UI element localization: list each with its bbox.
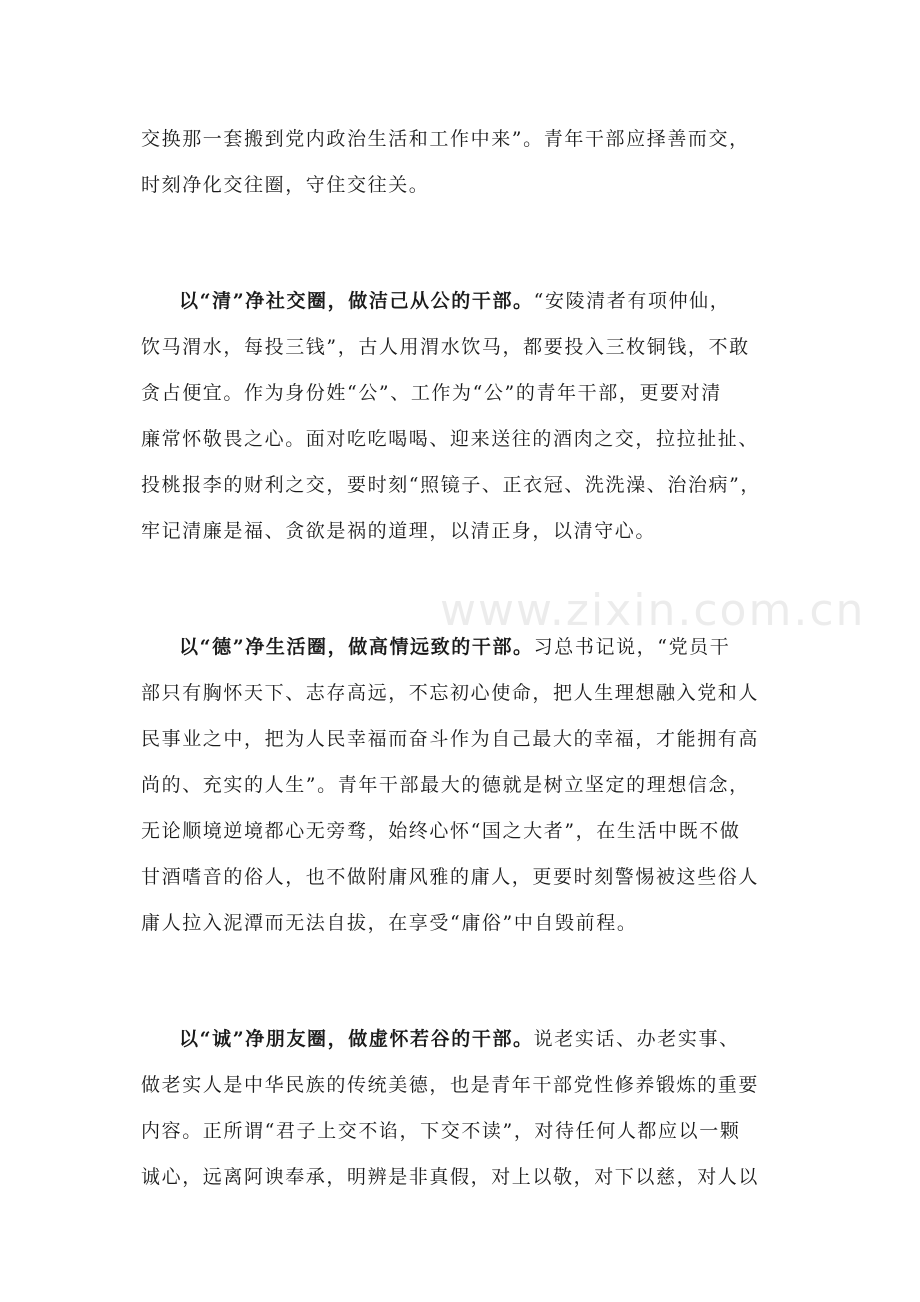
paragraph-gap xyxy=(141,208,801,278)
text-line: 民事业之中，把为人民幸福而奋斗作为自己最大的幸福，才能拥有高 xyxy=(141,728,760,750)
paragraph-1 xyxy=(141,278,801,554)
text-line: 庸人拉入泥潭而无法自拔，在享受“庸俗”中自毁前程。 xyxy=(141,912,638,934)
text-line xyxy=(141,1016,801,1062)
text-line: 投桃报李的财利之交，要时刻“照镜子、正衣冠、洗洗澡、治治病”， xyxy=(141,474,762,496)
paragraph-2 xyxy=(141,624,801,946)
text-line: 牢记清廉是福、贪欲是祸的道理，以清正身，以清守心。 xyxy=(141,520,657,542)
text-line: 交换那一套搬到党内政治生活和工作中来”。青年干部应择善而交， xyxy=(141,128,750,150)
paragraph-heading: 以“清”净社交圈，做洁己从公的干部。 xyxy=(179,290,534,312)
text-line: 贪占便宜。作为身份姓“公”、工作为“公”的青年干部，更要对清 xyxy=(141,382,722,404)
paragraph-text: “安陵清者有项仲仙， xyxy=(533,290,731,312)
paragraph-text: 习总书记说，“党员干 xyxy=(533,636,731,658)
text-line: 诚心，远离阿谀奉承，明辨是非真假，对上以敬，对下以慈，对人以 xyxy=(141,1166,760,1188)
paragraph-heading: 以“德”净生活圈，做高情远致的干部。 xyxy=(179,636,534,658)
text-line: 做老实人是中华民族的传统美德，也是青年干部党性修养锻炼的重要 xyxy=(141,1074,760,1096)
paragraph-heading: 以“诚”净朋友圈，做虚怀若谷的干部。 xyxy=(179,1028,534,1050)
text-line: 部只有胸怀天下、志存高远，不忘初心使命，把人生理想融入党和人 xyxy=(141,682,760,704)
text-line: 内容。正所谓“君子上交不谄，下交不读”，对待任何人都应以一颗 xyxy=(141,1120,741,1142)
paragraph-gap xyxy=(141,554,801,624)
text-line xyxy=(141,624,801,670)
paragraph-3 xyxy=(141,1016,801,1200)
text-line: 廉常怀敬畏之心。面对吃吃喝喝、迎来送往的酒肉之交，拉拉扯扯、 xyxy=(141,428,760,450)
text-line: 无论顺境逆境都心无旁骛，始终心怀“国之大者”，在生活中既不做 xyxy=(141,820,741,842)
text-line: 饮马渭水，每投三钱”，古人用渭水饮马，都要投入三枚铜钱，不敢 xyxy=(141,336,750,358)
paragraph-text: 说老实话、办老实事、 xyxy=(533,1028,740,1050)
document-page xyxy=(141,116,801,1200)
text-line: 尚的、充实的人生”。青年干部最大的德就是树立坚定的理想信念， xyxy=(141,774,750,796)
paragraph-gap xyxy=(141,946,801,1016)
text-line: 甘酒嗜音的俗人，也不做附庸风雅的庸人，更要时刻警惕被这些俗人 xyxy=(141,866,760,888)
watermark: www.zixin.com.cn xyxy=(440,585,866,636)
paragraph-0 xyxy=(141,116,801,208)
text-line: 时刻净化交往圈，守住交往关。 xyxy=(141,174,430,196)
text-line xyxy=(141,278,801,324)
